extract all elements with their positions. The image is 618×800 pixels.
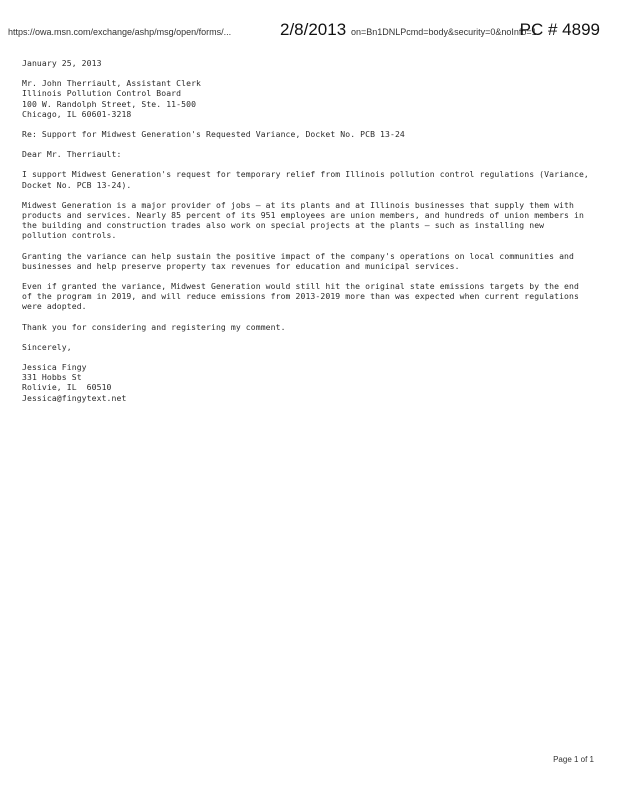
letter-date: January 25, 2013 <box>22 58 102 68</box>
recipient-line: Illinois Pollution Control Board <box>22 88 182 99</box>
signature-line: 331 Hobbs St <box>22 372 82 383</box>
recipient-line: Mr. John Therriault, Assistant Clerk <box>22 78 202 89</box>
signature-line: Rolivie, IL 60510 <box>22 382 112 393</box>
recipient-address <box>22 78 592 119</box>
page-header <box>8 20 612 44</box>
letter-body <box>22 58 592 413</box>
source-url-right: on=Bn1DNLPcmd=body&security=0&noInfo=1 <box>351 27 537 37</box>
source-url-left: https://owa.msn.com/exchange/ashp/msg/open/forms/... <box>8 27 232 37</box>
signature-line: Jessica Fingy <box>22 362 87 373</box>
recipient-line: 100 W. Randolph Street, Ste. 11-500 <box>22 98 197 109</box>
signature-block <box>22 362 592 403</box>
paragraph: Granting the variance can help sustain the positive impact of the company's operations on local communities and businesses and help preserve property tax revenues for education and municipal services. <box>22 250 579 271</box>
signature-line: Jessica@fingytext.net <box>22 392 127 403</box>
salutation: Dear Mr. Therriault: <box>22 149 122 160</box>
paragraph: Even if granted the variance, Midwest Generation would still hit the original state emissions targets by the end of the program in 2019, and will reduce emissions from 2013-2019 more than was expected when current regulations were adopted. <box>22 281 584 312</box>
paragraph: Midwest Generation is a major provider of jobs – at its plants and at Illinois businesses that supply them with products and services. Nearly 85 percent of its 951 employees are union members, and hundreds of union members in the building and construction trades also work on special projects at the plants – such as installing new pollution controls. <box>22 199 589 241</box>
header-date: 2/8/2013 <box>280 20 347 39</box>
subject-line: Re: Support for Midwest Generation's Requested Variance, Docket No. PCB 13-24 <box>22 129 405 140</box>
recipient-line: Chicago, IL 60601-3218 <box>22 108 132 119</box>
pc-number: PC # 4899 <box>519 20 600 39</box>
paragraph: Thank you for considering and registering my comment. <box>22 321 286 332</box>
closing: Sincerely, <box>22 341 72 352</box>
paragraph: I support Midwest Generation's request for temporary relief from Illinois pollution control regulations (Variance, Docket No. PCB 13-24). <box>22 169 594 190</box>
page-number: Page 1 of 1 <box>553 755 594 764</box>
